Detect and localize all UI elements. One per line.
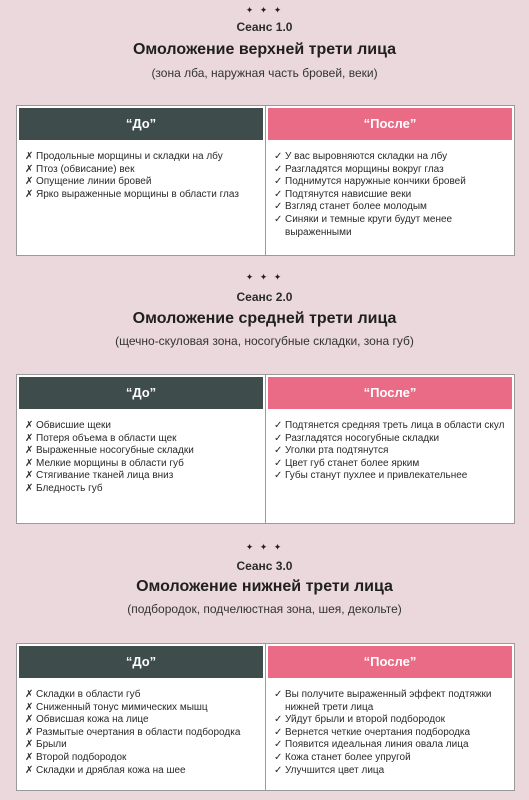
cross-icon: ✗ <box>25 726 34 738</box>
cross-icon: ✗ <box>25 739 34 751</box>
cross-icon: ✗ <box>25 188 34 200</box>
check-icon: ✓ <box>274 163 283 175</box>
list-item <box>25 420 259 433</box>
list-item <box>25 483 259 496</box>
list-item-text: Стягивание тканей лица вниз <box>36 470 174 482</box>
list-item <box>274 151 508 164</box>
cross-icon: ✗ <box>25 457 34 469</box>
list-item-text: У вас выровняются складки на лбу <box>285 151 448 162</box>
before-header: “До” <box>19 377 263 409</box>
list-item-text: Выраженные носогубные складки <box>36 445 194 457</box>
comparison-table <box>16 643 515 791</box>
list-item-text: Птоз (обвисание) век <box>36 163 135 175</box>
after-column <box>266 106 514 255</box>
list-item-text: Разгладятся носогубные складки <box>285 432 440 444</box>
cross-icon: ✗ <box>25 470 34 482</box>
list-item-text: Обвисшие щеки <box>36 420 111 431</box>
session-label: Сеанс 3.0 <box>236 559 293 573</box>
cross-icon: ✗ <box>25 701 34 713</box>
comparison-table <box>16 374 515 524</box>
check-icon: ✓ <box>274 432 283 444</box>
after-list <box>266 409 514 483</box>
list-item-text: Продольные морщины и складки на лбу <box>36 151 223 162</box>
cross-icon: ✗ <box>25 176 34 188</box>
list-item-text: Губы станут пухлее и привлекательнее <box>285 470 468 482</box>
list-item-text: Опущение линии бровей <box>36 176 152 188</box>
list-item-text: Бледность губ <box>36 482 103 494</box>
stars-decoration: ✦ ✦ ✦ <box>245 5 284 15</box>
list-item-text: Ярко выраженные морщины в области глаз <box>36 188 239 200</box>
list-item <box>274 739 508 752</box>
stars-decoration: ✦ ✦ ✦ <box>245 542 284 552</box>
list-item-text: Второй подбородок <box>36 751 127 763</box>
cross-icon: ✗ <box>25 764 34 776</box>
list-item-text: Подтянутся нависшие веки <box>285 188 412 200</box>
check-icon: ✓ <box>274 714 283 726</box>
list-item <box>274 445 508 458</box>
session-label: Сеанс 1.0 <box>236 20 293 34</box>
list-item <box>274 727 508 740</box>
list-item-text: Кожа станет более упругой <box>285 751 411 763</box>
list-item-text: Складки и дряблая кожа на шее <box>36 764 186 776</box>
before-column <box>17 375 266 523</box>
list-item-text: Сниженный тонус мимических мышц <box>36 701 208 713</box>
list-item <box>274 752 508 765</box>
list-item-text: Складки в области губ <box>36 689 141 700</box>
check-icon: ✓ <box>274 457 283 469</box>
list-item <box>274 189 508 202</box>
cross-icon: ✗ <box>25 445 34 457</box>
list-item <box>25 176 259 189</box>
check-icon: ✓ <box>274 739 283 751</box>
list-item-text: Взгляд станет более молодым <box>285 201 427 213</box>
list-item <box>25 765 259 778</box>
list-item <box>25 702 259 715</box>
list-item <box>25 752 259 765</box>
cross-icon: ✗ <box>25 151 34 162</box>
cross-icon: ✗ <box>25 751 34 763</box>
list-item <box>25 189 259 202</box>
session-subtitle: (щечно-скуловая зона, носогубные складки, зона губ) <box>115 334 414 348</box>
after-header: “После” <box>268 377 512 409</box>
list-item-text: Появится идеальная линия овала лица <box>285 739 469 751</box>
list-item <box>274 714 508 727</box>
session-title: Омоложение верхней трети лица <box>132 41 396 58</box>
list-item <box>25 689 259 702</box>
list-item <box>25 714 259 727</box>
list-item <box>274 470 508 483</box>
list-item-text: Синяки и темные круги будут менее выраженными <box>285 213 453 238</box>
list-item <box>25 727 259 740</box>
check-icon: ✓ <box>274 689 283 700</box>
list-item-text: Вы получите выраженный эффект подтяжки нижней трети лица <box>285 689 492 713</box>
after-column <box>266 644 514 790</box>
before-column <box>17 644 266 790</box>
list-item <box>25 433 259 446</box>
list-item <box>274 176 508 189</box>
list-item <box>274 433 508 446</box>
cross-icon: ✗ <box>25 482 34 494</box>
list-item-text: Разгладятся морщины вокруг глаз <box>285 163 444 175</box>
after-list <box>266 140 514 239</box>
after-header: “После” <box>268 108 512 140</box>
list-item <box>274 214 508 239</box>
cross-icon: ✗ <box>25 714 34 726</box>
before-column <box>17 106 266 255</box>
check-icon: ✓ <box>274 201 283 213</box>
cross-icon: ✗ <box>25 420 34 431</box>
list-item-text: Вернется четкие очертания подбородка <box>285 726 471 738</box>
list-item <box>274 201 508 214</box>
after-list <box>266 678 514 777</box>
list-item-text: Уйдут брыли и второй подбородок <box>285 714 446 726</box>
before-header: “До” <box>19 108 263 140</box>
list-item <box>274 164 508 177</box>
list-item <box>25 739 259 752</box>
before-list <box>17 140 265 201</box>
before-list <box>17 678 265 777</box>
check-icon: ✓ <box>274 188 283 200</box>
after-column <box>266 375 514 523</box>
check-icon: ✓ <box>274 751 283 763</box>
session-label: Сеанс 2.0 <box>236 290 293 304</box>
before-header: “До” <box>19 646 263 678</box>
check-icon: ✓ <box>274 420 283 431</box>
comparison-table <box>16 105 515 256</box>
list-item-text: Улучшится цвет лица <box>285 764 385 776</box>
cross-icon: ✗ <box>25 163 34 175</box>
list-item-text: Размытые очертания в области подбородка <box>36 726 241 738</box>
stars-decoration: ✦ ✦ ✦ <box>245 272 284 282</box>
list-item <box>274 689 508 714</box>
session-title: Омоложение средней трети лица <box>132 310 397 327</box>
check-icon: ✓ <box>274 764 283 776</box>
check-icon: ✓ <box>274 213 283 225</box>
check-icon: ✓ <box>274 726 283 738</box>
check-icon: ✓ <box>274 445 283 457</box>
check-icon: ✓ <box>274 151 283 162</box>
before-list <box>17 409 265 496</box>
list-item <box>25 151 259 164</box>
list-item-text: Мелкие морщины в области губ <box>36 457 184 469</box>
session-subtitle: (подбородок, подчелюстная зона, шея, декольте) <box>127 602 402 616</box>
after-header: “После” <box>268 646 512 678</box>
list-item-text: Брыли <box>36 739 67 751</box>
cross-icon: ✗ <box>25 689 34 700</box>
session-subtitle: (зона лба, наружная часть бровей, веки) <box>151 66 378 80</box>
list-item <box>25 458 259 471</box>
list-item-text: Уголки рта подтянутся <box>285 445 389 457</box>
list-item <box>274 458 508 471</box>
list-item-text: Поднимутся наружные кончики бровей <box>285 176 466 188</box>
list-item-text: Цвет губ станет более ярким <box>285 457 420 469</box>
list-item <box>274 765 508 778</box>
list-item-text: Потеря объема в области щек <box>36 432 177 444</box>
list-item-text: Подтянется средняя треть лица в области скул <box>285 420 505 431</box>
cross-icon: ✗ <box>25 432 34 444</box>
list-item <box>25 164 259 177</box>
check-icon: ✓ <box>274 176 283 188</box>
check-icon: ✓ <box>274 470 283 482</box>
list-item <box>25 445 259 458</box>
list-item <box>274 420 508 433</box>
list-item <box>25 470 259 483</box>
session-title: Омоложение нижней трети лица <box>136 578 393 595</box>
list-item-text: Обвисшая кожа на лице <box>36 714 149 726</box>
